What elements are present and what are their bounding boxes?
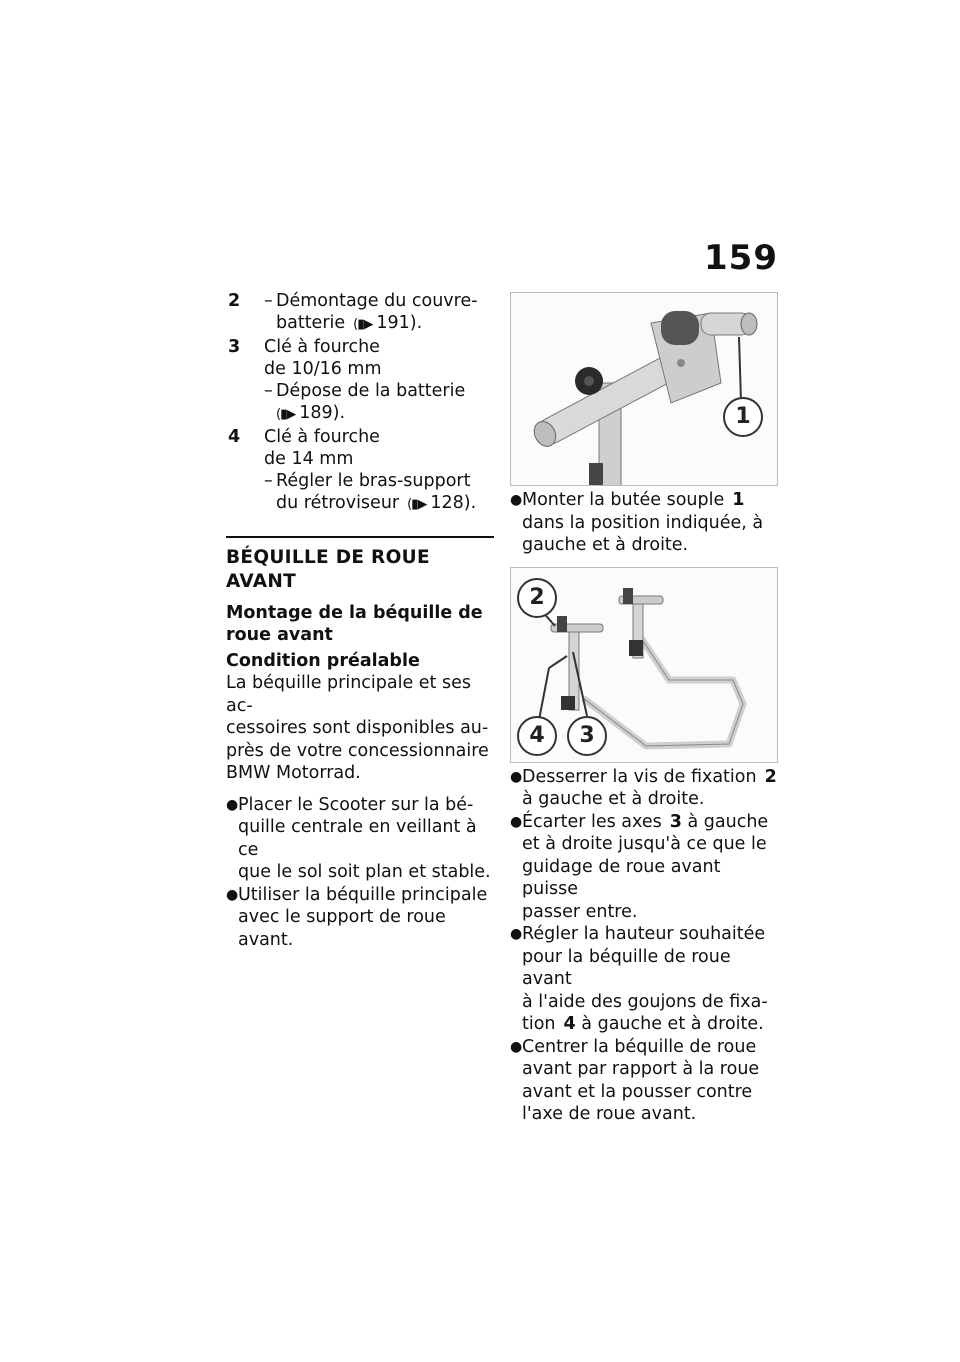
list-item [226,794,494,884]
bullet-icon: ● [510,813,523,830]
page-number: 159 [704,238,778,278]
section-title: BÉQUILLE DE ROUE AVANT [226,547,430,592]
bullet-line: Écarter les axes [522,811,662,832]
tool-name-line: de 14 mm [264,449,354,469]
bullet-line: et à droite jusqu'à ce que le [522,834,767,854]
figure-callout-2: 2 [517,578,557,618]
list-item [510,923,782,1036]
figure-callout-4: 4 [517,716,557,756]
bullet-line: dans la position indiquée, à [522,512,764,533]
bullet-icon: ● [226,796,239,813]
bullet-icon: ● [510,926,523,942]
tool-item-4: 4 Clé à fourche de 14 mm – Régler le bras-support du rétroviseur (▮▶ 128). [226,426,494,516]
condition-text-line: BMW Motorrad. [226,763,361,783]
item-reference: 1 [732,490,745,510]
bullet-line: quille centrale en veillant à ce [238,817,477,860]
bullet-line: à l'aide des goujons de fixa- [522,991,768,1012]
bullet-line: à gauche et à droite. [581,1014,764,1034]
bullet-icon: ● [226,886,239,903]
bullet-line: Centrer la béquille de roue [522,1036,757,1057]
page-ref-arrow-icon: (▮▶ [276,407,296,422]
tool-number: 2 [228,291,241,311]
left-column [226,290,494,951]
bullet-line: avant par rapport à la roue [522,1059,760,1079]
tool-name-line: Clé à fourche [264,427,380,447]
list-item [510,1036,782,1126]
bullet-line: Monter la butée souple [522,490,725,510]
list-item [510,766,782,811]
bullet-line: guidage de roue avant puisse [522,856,721,899]
page-ref-arrow-icon: (▮▶ [353,317,373,332]
bullet-line: à gauche [687,811,769,832]
condition-text-line: La béquille principale et ses ac- [226,673,471,716]
bullet-line: Placer le Scooter sur la bé- [238,794,474,815]
page-ref: 191). [376,313,423,333]
bullet-line: l'axe de roue avant. [522,1104,697,1124]
bullet-line: à gauche et à droite. [522,789,705,809]
figure-callout-3: 3 [567,716,607,756]
tool-name-line: Clé à fourche [264,337,380,357]
condition-text-line: cessoires sont disponibles au- [226,718,489,738]
tool-number: 4 [228,427,241,447]
bullet-line: avec le support de roue avant. [238,907,446,950]
bullet-icon: ● [510,492,523,508]
condition-text-line: près de votre concessionnaire [226,740,489,761]
subsection-title-line: roue avant [226,625,333,645]
bullet-line: Utiliser la béquille principale [238,884,488,905]
list-item [510,811,782,924]
list-item [226,884,494,952]
figure-callout-1: 1 [723,397,763,437]
bullet-line: Régler la hauteur souhaitée [522,924,766,944]
bullet-line: gauche et à droite. [522,535,689,555]
right-column [510,292,782,1126]
bullet-line: pour la béquille de roue avant [522,946,731,989]
page-ref-arrow-icon: (▮▶ [407,497,427,512]
page-ref: 189). [299,403,346,423]
figure-soft-stop [510,292,778,486]
item-reference: 4 [563,1014,576,1034]
bullet-line: avant et la pousser contre [522,1081,753,1102]
bullet-line: passer entre. [522,901,638,922]
bullet-line: tion [522,1014,556,1034]
tool-instruction-cont: du rétroviseur [276,493,400,513]
condition-title: Condition préalable [226,651,420,671]
item-reference: 2 [764,766,777,787]
tool-item-3: 3 Clé à fourche de 10/16 mm – Dépose de la batterie (▮▶ 189). [226,336,494,426]
tool-instruction: Démontage du couvre- [276,291,478,311]
tool-name-line: de 10/16 mm [264,359,382,379]
figure-front-wheel-stand [510,567,778,763]
soft-stop-illustration [511,293,777,485]
section-divider [226,536,494,538]
list-item [510,489,782,557]
bullet-line: que le sol soit plan et stable. [238,862,491,882]
tool-instruction: Dépose de la batterie [276,381,466,401]
tool-item-2: 2 – Démontage du couvre- batterie (▮▶ 191). [226,290,494,336]
page-ref: 128). [430,493,477,513]
subsection-title-line: Montage de la béquille de [226,603,483,623]
tool-number: 3 [228,337,241,357]
tool-instruction: Régler le bras-support [276,471,471,491]
bullet-icon: ● [510,1038,523,1055]
tool-instruction-cont: batterie [276,313,346,333]
bullet-icon: ● [510,768,523,785]
bullet-line: Desserrer la vis de fixation [522,766,757,787]
item-reference: 3 [669,811,682,832]
